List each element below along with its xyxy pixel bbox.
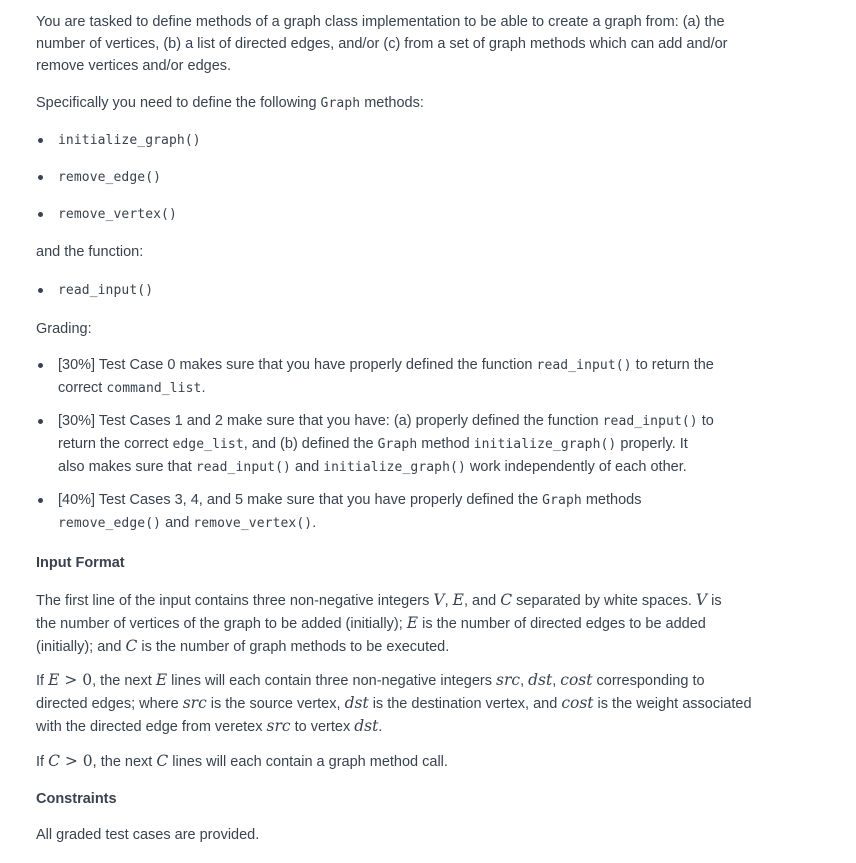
input-format-heading: Input Format	[36, 555, 125, 571]
text: directed edges; where	[36, 696, 183, 712]
text: ,	[520, 673, 529, 689]
grading-item-3	[36, 489, 816, 535]
text: If	[36, 673, 49, 689]
methods-intro-suffix: methods:	[360, 95, 424, 111]
intro-line-1: You are tasked to define methods of a graph class implementation to be able to create a graph from: (a) the	[36, 14, 725, 30]
grading-item-1	[36, 354, 816, 410]
list-item	[36, 129, 816, 166]
method-initialize-graph: initialize_graph()	[58, 133, 201, 148]
grading-text: .	[312, 515, 317, 531]
code-read-input: read_input()	[195, 460, 291, 475]
grading-text: to	[697, 413, 714, 429]
grading-text: also makes sure that	[58, 459, 196, 475]
text: lines will each contain a graph method call.	[168, 754, 448, 770]
method-remove-edge: remove_edge()	[58, 170, 162, 185]
text: is the number of graph methods to be executed.	[137, 639, 450, 655]
grading-text: correct	[58, 380, 107, 396]
code-graph: Graph	[542, 493, 582, 508]
math-e: E	[155, 671, 168, 689]
method-remove-vertex: remove_vertex()	[58, 207, 177, 222]
function-intro: and the function:	[36, 244, 144, 260]
constraints-heading: Constraints	[36, 791, 117, 807]
grading-text: method	[417, 436, 474, 452]
code-remove-edge: remove_edge()	[58, 516, 162, 531]
math-dst: dst	[354, 717, 379, 735]
methods-list	[36, 129, 816, 226]
text: is the number of directed edges to be added	[418, 616, 706, 632]
grading-list	[36, 354, 816, 535]
math-gt-zero: > 0	[59, 752, 93, 770]
math-c: C	[48, 752, 60, 770]
math-dst: dst	[528, 671, 553, 689]
math-v: V	[695, 591, 708, 609]
code-initialize-graph: initialize_graph()	[323, 460, 466, 475]
text: , and	[463, 593, 501, 609]
functions-list	[36, 279, 816, 302]
text: ,	[552, 673, 561, 689]
grading-text: and	[290, 459, 324, 475]
grading-text: return the correct	[58, 436, 173, 452]
code-remove-vertex: remove_vertex()	[193, 516, 313, 531]
math-c: C	[500, 591, 513, 609]
text: If	[36, 754, 49, 770]
constraints-text: All graded test cases are provided.	[36, 827, 260, 843]
grading-text: [30%] Test Case 0 makes sure that you have properly defined the function	[58, 357, 537, 373]
math-e: E	[406, 614, 419, 632]
grading-text: work independently of each other.	[465, 459, 687, 475]
input-format-paragraph-2	[36, 669, 816, 738]
math-e: E	[48, 671, 60, 689]
text: with the directed edge from veretex	[36, 719, 267, 735]
intro-line-2: number of vertices, (b) a list of directed edges, and/or (c) from a set of graph methods which can add and/or	[36, 36, 728, 52]
grading-text: and	[161, 515, 194, 531]
math-src: src	[182, 694, 207, 712]
math-src: src	[496, 671, 521, 689]
math-cost: cost	[561, 694, 594, 712]
math-c: C	[125, 637, 138, 655]
grading-text: , and (b) defined the	[243, 436, 378, 452]
math-src: src	[266, 717, 291, 735]
code-command-list: command_list	[106, 381, 202, 396]
list-item	[36, 203, 816, 226]
text: is the source vertex,	[206, 696, 345, 712]
text: is	[707, 593, 722, 609]
grading-text: to return the	[631, 357, 714, 373]
math-dst: dst	[344, 694, 369, 712]
code-graph: Graph	[377, 437, 418, 452]
math-cost: cost	[560, 671, 593, 689]
intro-line-3: remove vertices and/or edges.	[36, 58, 232, 74]
grading-text: [30%] Test Cases 1 and 2 make sure that you have: (a) properly defined the function	[58, 413, 603, 429]
text: , the next	[92, 754, 157, 770]
text: separated by white spaces.	[512, 593, 696, 609]
grading-text: properly. It	[616, 436, 688, 452]
code-read-input: read_input()	[602, 414, 698, 429]
list-item	[36, 166, 816, 203]
list-item	[36, 279, 816, 302]
code-initialize-graph: initialize_graph()	[473, 437, 617, 452]
text: to vertex	[290, 719, 355, 735]
text: , the next	[92, 673, 156, 689]
math-e: E	[452, 591, 464, 609]
intro-paragraph	[36, 11, 816, 77]
input-format-paragraph-1	[36, 589, 816, 658]
function-read-input: read_input()	[58, 283, 154, 298]
text: is the destination vertex, and	[368, 696, 562, 712]
math-v: V	[433, 591, 445, 609]
text: corresponding to	[592, 673, 705, 689]
code-read-input: read_input()	[536, 358, 632, 373]
text: The first line of the input contains three non-negative integers	[36, 593, 434, 609]
grading-item-2	[36, 410, 816, 489]
grading-label: Grading:	[36, 321, 92, 337]
methods-intro	[36, 92, 816, 115]
text: is the weight associated	[593, 696, 752, 712]
math-gt-zero: > 0	[59, 671, 93, 689]
text: .	[378, 719, 383, 735]
graph-class-code: Graph	[320, 96, 361, 111]
methods-intro-text: Specifically you need to define the following	[36, 95, 321, 111]
math-c: C	[156, 752, 169, 770]
grading-text: .	[201, 380, 206, 396]
input-format-paragraph-3	[36, 750, 816, 773]
text: the number of vertices of the graph to be added (initially);	[36, 616, 407, 632]
text: (initially); and	[36, 639, 126, 655]
grading-text: [40%] Test Cases 3, 4, and 5 make sure that you have properly defined the	[58, 492, 543, 508]
text: ,	[444, 593, 453, 609]
text: lines will each contain three non-negative integers	[167, 673, 497, 689]
grading-text: methods	[581, 492, 642, 508]
code-edge-list: edge_list	[172, 437, 244, 452]
